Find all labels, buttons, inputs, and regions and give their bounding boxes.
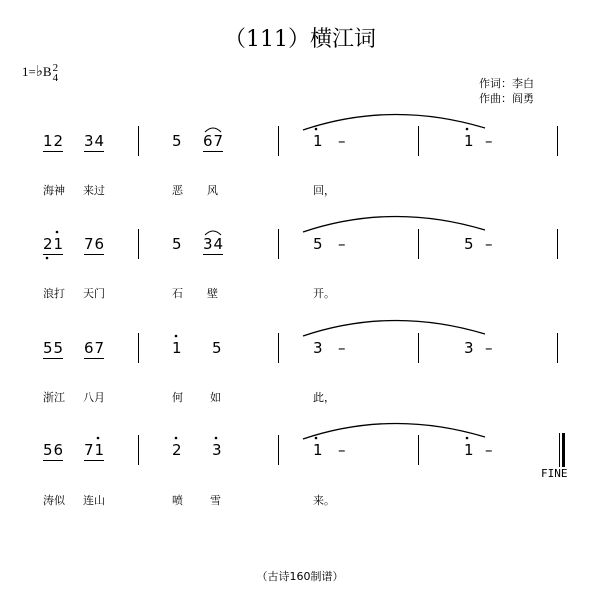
tie — [303, 114, 485, 130]
note: 5 — [313, 235, 324, 253]
octave-dot — [466, 437, 469, 440]
lyric: 如 — [210, 391, 221, 404]
note: 3 — [313, 339, 324, 357]
lyric: 涛似 — [43, 494, 65, 507]
lyric: 雪 — [210, 494, 221, 507]
lyric: 石 — [172, 287, 183, 300]
footer-credit: （古诗160制谱） — [256, 570, 344, 583]
sustain-dash: – — [338, 132, 347, 150]
note-group: 67 — [84, 339, 106, 357]
octave-dot — [175, 335, 178, 338]
octave-dot — [175, 437, 178, 440]
note-group: 67 — [203, 132, 225, 150]
time-bottom: 4 — [52, 72, 59, 85]
lyric: 浙江 — [43, 391, 65, 404]
song-title: （111）横江词 — [224, 27, 376, 52]
lyric: 何 — [172, 391, 183, 404]
sustain-dash: – — [485, 132, 494, 150]
tie — [303, 423, 485, 439]
note-group: 55 — [43, 339, 65, 357]
key-tonic: B — [42, 64, 52, 79]
tie — [303, 320, 485, 336]
sustain-dash: – — [485, 441, 494, 459]
note-group: 71 — [84, 441, 106, 459]
lyricist-credit: 作词：李白 — [479, 77, 534, 90]
octave-dot — [315, 128, 318, 131]
slur — [205, 231, 221, 235]
note-group: 34 — [203, 235, 225, 253]
low-octave-dot — [46, 257, 49, 260]
note: 1 — [313, 441, 324, 459]
tie — [303, 216, 485, 232]
note: 1 — [313, 132, 324, 150]
sustain-dash: – — [338, 339, 347, 357]
flat-sign-icon: ♭ — [35, 64, 43, 80]
note-group: 21 — [43, 235, 65, 253]
slur — [205, 128, 221, 132]
note: 1 — [464, 441, 475, 459]
octave-dot — [466, 128, 469, 131]
sustain-dash: – — [485, 235, 494, 253]
note: 2 — [172, 441, 183, 459]
lyric: 海神 — [43, 184, 65, 197]
lyric: 喷 — [172, 494, 183, 507]
note: 1 — [464, 132, 475, 150]
sustain-dash: – — [338, 235, 347, 253]
lyric: 来。 — [313, 494, 335, 507]
lyric: 来过 — [83, 184, 105, 197]
lyric: 风 — [207, 184, 218, 197]
octave-dot — [97, 437, 100, 440]
note: 1 — [172, 339, 183, 357]
lyric: 八月 — [83, 391, 105, 404]
lyric: 恶 — [172, 184, 183, 197]
octave-dot — [315, 437, 318, 440]
key-prefix: 1= — [22, 64, 36, 79]
sustain-dash: – — [485, 339, 494, 357]
octave-dot — [56, 231, 59, 234]
fine-marking: FINE — [541, 467, 568, 480]
note: 5 — [464, 235, 475, 253]
lyric: 连山 — [83, 494, 105, 507]
lyric: 壁 — [207, 287, 218, 300]
composer-credit: 作曲：阎勇 — [479, 92, 534, 105]
lyric: 此， — [313, 391, 335, 404]
lyric: 天门 — [83, 287, 105, 300]
note: 5 — [212, 339, 223, 357]
note-group: 12 — [43, 132, 65, 150]
note: 3 — [464, 339, 475, 357]
sustain-dash: – — [338, 441, 347, 459]
note: 3 — [212, 441, 223, 459]
note-group: 34 — [84, 132, 106, 150]
lyric: 开。 — [313, 287, 335, 300]
note: 5 — [172, 132, 183, 150]
octave-dot — [215, 437, 218, 440]
note-group: 76 — [84, 235, 106, 253]
time-top: 2 — [52, 62, 59, 75]
note: 5 — [172, 235, 183, 253]
lyric: 浪打 — [43, 287, 65, 300]
note-group: 56 — [43, 441, 65, 459]
lyric: 回， — [313, 184, 335, 197]
